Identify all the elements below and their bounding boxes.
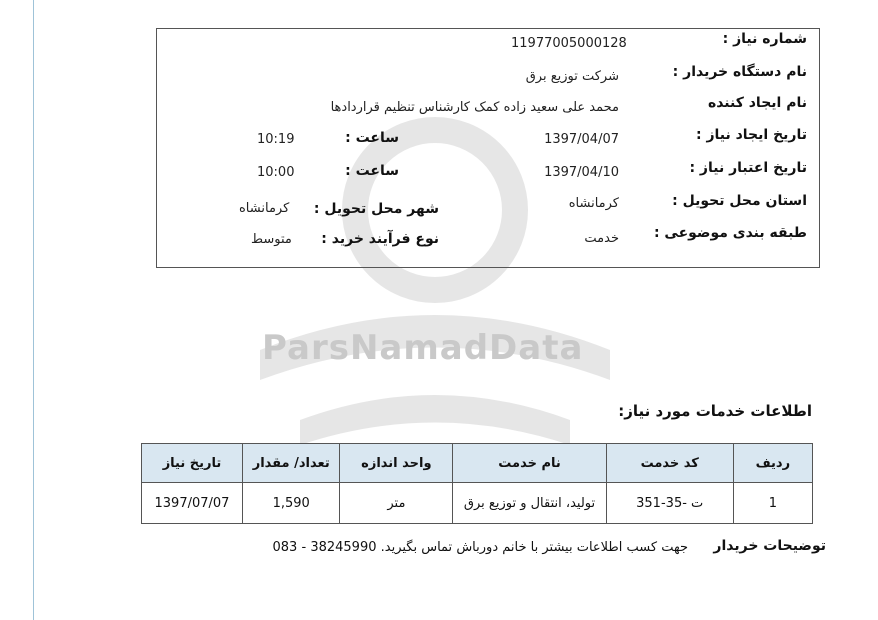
cell-code: ت -35-351 <box>606 483 733 524</box>
header-index: ردیف <box>733 444 812 483</box>
process-label: نوع فرآیند خرید : <box>321 231 439 247</box>
valid-time-label: ساعت : <box>345 163 399 179</box>
header-name: نام خدمت <box>453 444 607 483</box>
header-date: تاریخ نیاز <box>142 444 243 483</box>
row-creator <box>157 95 819 125</box>
category-label: طبقه بندی موضوعی : <box>653 225 807 241</box>
created-date-value: 1397/04/07 <box>544 132 619 147</box>
services-table <box>141 443 813 524</box>
row-buyer <box>157 64 819 94</box>
row-created-date <box>157 127 819 157</box>
valid-date-value: 1397/04/10 <box>544 165 619 180</box>
watermark-brand: ParsNamadData <box>262 328 584 368</box>
province-label: استان محل تحویل : <box>672 193 807 209</box>
cell-index: 1 <box>733 483 812 524</box>
buyer-notes-label: توضیحات خریدار <box>713 538 826 554</box>
process-value: متوسط <box>251 232 292 247</box>
cell-quantity: 1,590 <box>242 483 340 524</box>
city-label: شهر محل تحویل : <box>313 201 439 217</box>
province-value: کرمانشاه <box>568 196 619 211</box>
buyer-label: نام دستگاه خریدار : <box>672 64 807 80</box>
cell-unit: متر <box>340 483 453 524</box>
header-code: کد خدمت <box>606 444 733 483</box>
row-valid-date <box>157 160 819 190</box>
creator-value: محمد علی سعید زاده کمک کارشناس تنظیم قراردادها <box>330 100 619 115</box>
cell-date: 1397/07/07 <box>142 483 243 524</box>
city-value: کرمانشاه <box>239 201 290 216</box>
buyer-value: شرکت توزیع برق <box>525 69 619 84</box>
category-value: خدمت <box>584 231 619 246</box>
buyer-notes-text: جهت کسب اطلاعات بیشتر با خانم دورباش تماس بگیرید. 38245990 - 083 <box>272 540 688 555</box>
valid-time-value: 10:00 <box>257 165 295 180</box>
creator-label: نام ایجاد کننده <box>707 95 807 111</box>
valid-date-label: تاریخ اعتبار نیاز : <box>689 160 807 176</box>
header-quantity: تعداد/ مقدار <box>242 444 340 483</box>
created-time-value: 10:19 <box>257 132 295 147</box>
header-unit: واحد اندازه <box>340 444 453 483</box>
left-border-line <box>33 0 34 620</box>
table-row <box>142 483 813 524</box>
created-time-label: ساعت : <box>345 130 399 146</box>
cell-name: تولید، انتقال و توزیع برق <box>453 483 607 524</box>
created-date-label: تاریخ ایجاد نیاز : <box>695 127 807 143</box>
row-category <box>157 225 819 255</box>
row-province <box>157 193 819 223</box>
table-header-row <box>142 444 813 483</box>
services-section-title: اطلاعات خدمات مورد نیاز: <box>618 402 812 420</box>
row-tender-number <box>157 31 819 61</box>
tender-number-value: 1197700500012‎8 <box>511 36 627 51</box>
tender-info-box <box>156 28 820 268</box>
tender-number-label: شماره نیاز : <box>722 31 807 47</box>
